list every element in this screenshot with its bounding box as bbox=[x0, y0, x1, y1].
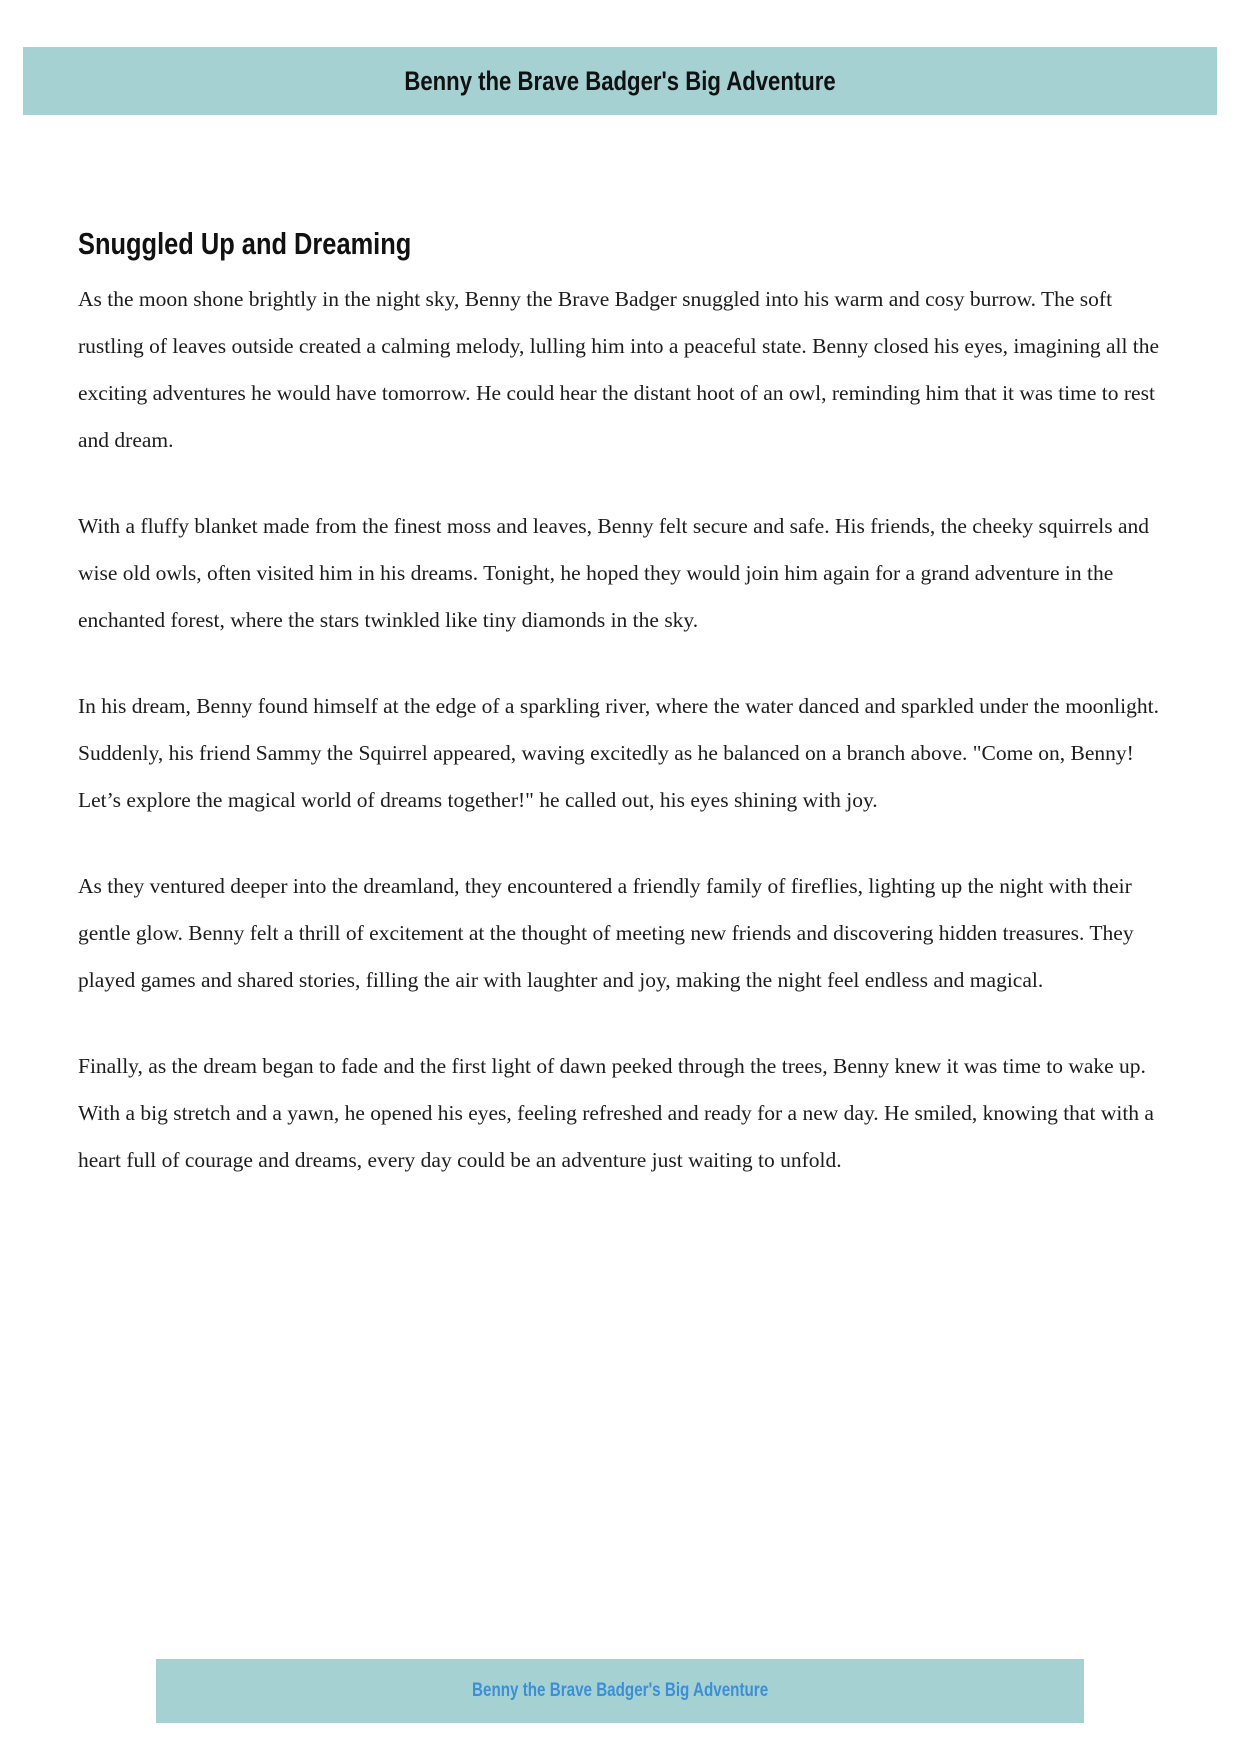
footer-title: Benny the Brave Badger's Big Adventure bbox=[471, 1680, 769, 1701]
header-title: Benny the Brave Badger's Big Adventure bbox=[404, 65, 836, 96]
paragraph-5: Finally, as the dream began to fade and the first light of dawn peeked through the trees, Benny knew it was time to wake up. With a big stretch and a yawn, he opened his eyes, feeling refreshed and ready for a new day. He smiled, knowing that with a heart full of courage and dreams, every day could be an adventure just waiting to unfold. bbox=[78, 1054, 1154, 1172]
page-header bbox=[23, 47, 1217, 115]
paragraph-2: With a fluffy blanket made from the finest moss and leaves, Benny felt secure and safe. His friends, the cheeky squirrels and wise old owls, often visited him in his dreams. Tonight, he hoped they would join him again for a grand adventure in the enchanted forest, where the stars twinkled like tiny diamonds in the sky. bbox=[78, 514, 1150, 632]
paragraph-3: In his dream, Benny found himself at the edge of a sparkling river, where the water danced and sparkled under the moonlight. Suddenly, his friend Sammy the Squirrel appeared, waving excitedly as he balanced on a branch above. "Come on, Benny! Let’s explore the magical world of dreams together!" he called out, his eyes shining with joy. bbox=[78, 694, 1159, 812]
page-footer bbox=[156, 1659, 1084, 1723]
paragraph-4: As they ventured deeper into the dreamland, they encountered a friendly family of fireflies, lighting up the night with their gentle glow. Benny felt a thrill of excitement at the thought of meeting new friends and discovering hidden treasures. They played games and shared stories, filling the air with laughter and joy, making the night feel endless and magical. bbox=[78, 874, 1134, 992]
section-heading: Snuggled Up and Dreaming bbox=[78, 226, 412, 261]
main-content bbox=[78, 222, 1168, 1223]
paragraph-1: As the moon shone brightly in the night sky, Benny the Brave Badger snuggled into his warm and cosy burrow. The soft rustling of leaves outside created a calming melody, lulling him into a peaceful state. Benny closed his eyes, imagining all the exciting adventures he would have tomorrow. He could hear the distant hoot of an owl, reminding him that it was time to rest and dream. bbox=[78, 287, 1160, 452]
